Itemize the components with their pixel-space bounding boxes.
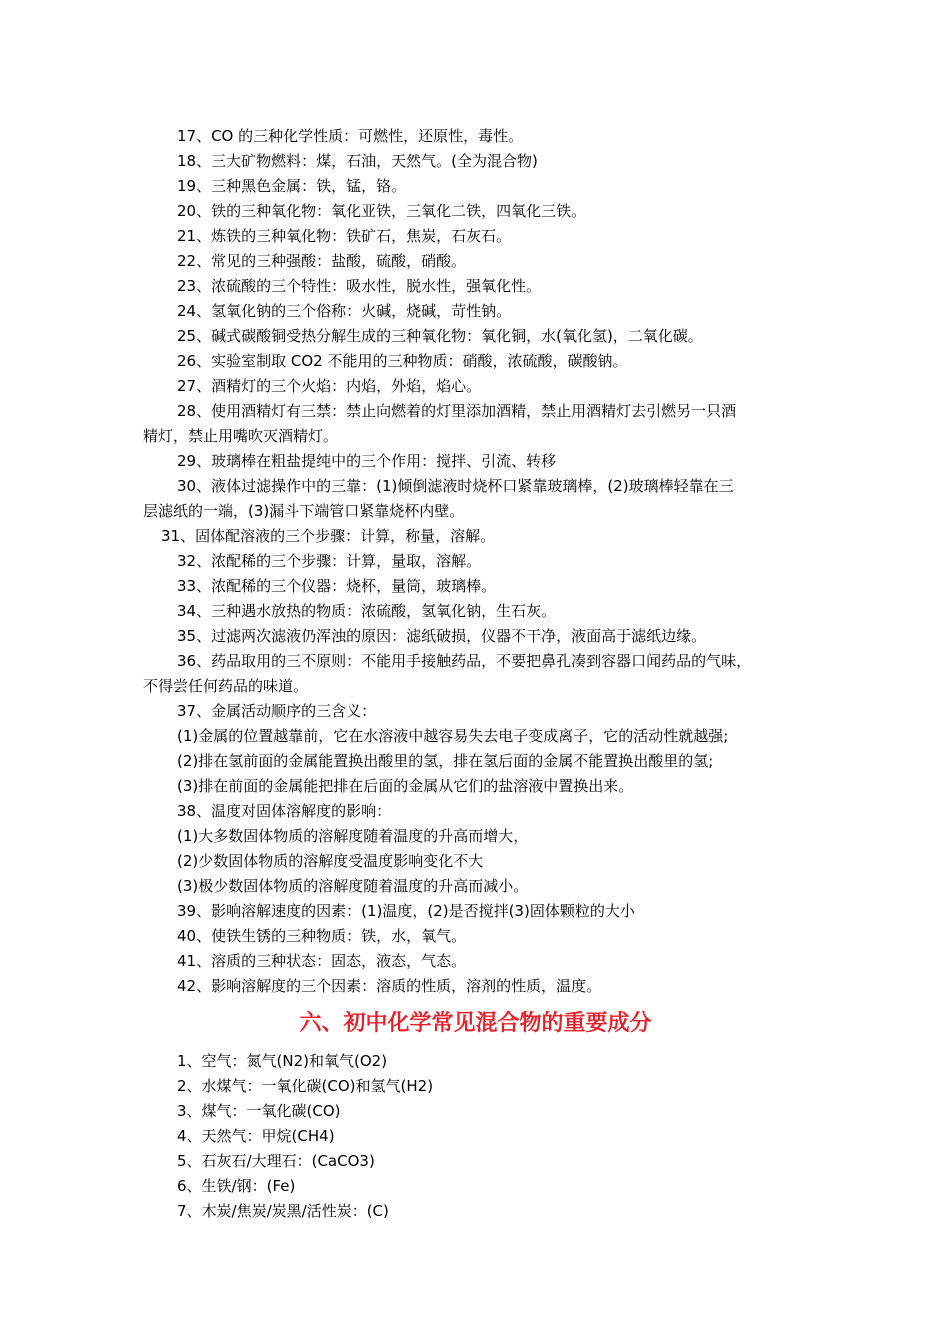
- list-item: 22、常见的三种强酸：盐酸，硫酸，硝酸。: [177, 252, 467, 270]
- list-item: 17、CO 的三种化学性质：可燃性，还原性，毒性。: [177, 127, 524, 145]
- mixture-item: 4、天然气：甲烷(CH4): [177, 1127, 335, 1145]
- list-item: (2)排在氢前面的金属能置换出酸里的氢，排在氢后面的金属不能置换出酸里的氢;: [177, 752, 714, 770]
- mixture-item: 2、水煤气：一氧化碳(CO)和氢气(H2): [177, 1077, 434, 1095]
- list-item: 38、温度对固体溶解度的影响：: [177, 802, 392, 820]
- list-item: 39、影响溶解速度的因素：(1)温度，(2)是否搅拌(3)固体颗粒的大小: [177, 902, 635, 920]
- list-item: 23、浓硫酸的三个特性：吸水性，脱水性，强氧化性。: [177, 277, 542, 295]
- list-item: 18、三大矿物燃料：煤，石油，天然气。(全为混合物): [177, 152, 538, 170]
- list-item: (1)金属的位置越靠前，它在水溶液中越容易失去电子变成离子，它的活动性就越强;: [177, 727, 729, 745]
- list-item: 42、影响溶解度的三个因素：溶质的性质，溶剂的性质，温度。: [177, 977, 602, 995]
- list-item: 33、浓配稀的三个仪器：烧杯，量筒，玻璃棒。: [177, 577, 497, 595]
- list-item: 35、过滤两次滤液仍浑浊的原因：滤纸破损，仪器不干净，液面高于滤纸边缘。: [177, 627, 707, 645]
- list-item: 40、使铁生锈的三种物质：铁，水，氧气。: [177, 927, 467, 945]
- mixture-item: 5、石灰石/大理石：(CaCO3): [177, 1152, 375, 1170]
- list-item: 26、实验室制取 CO2 不能用的三种物质：硝酸，浓硫酸，碳酸钠。: [177, 352, 628, 370]
- list-item: 36、药品取用的三不原则：不能用手接触药品，不要把鼻孔凑到容器口闻药品的气味，: [177, 652, 752, 670]
- list-item: 32、浓配稀的三个步骤：计算，量取，溶解。: [177, 552, 482, 570]
- list-item: 24、氢氧化钠的三个俗称：火碱，烧碱，苛性钠。: [177, 302, 512, 320]
- list-item: (3)极少数固体物质的溶解度随着温度的升高而减小。: [177, 877, 529, 895]
- mixture-item: 3、煤气：一氧化碳(CO): [177, 1102, 341, 1120]
- list-item: (2)少数固体物质的溶解度受温度影响变化不大: [177, 852, 484, 870]
- list-item-continuation: 不得尝任何药品的味道。: [143, 677, 309, 695]
- list-item-continuation: 层滤纸的一端，(3)漏斗下端管口紧靠烧杯内壁。: [143, 502, 465, 520]
- mixture-item: 7、木炭/焦炭/炭黑/活性炭：(C): [177, 1202, 389, 1220]
- list-item: 29、玻璃棒在粗盐提纯中的三个作用：搅拌、引流、转移: [177, 452, 557, 470]
- list-item: 41、溶质的三种状态：固态，液态，气态。: [177, 952, 467, 970]
- list-item-continuation: 精灯，禁止用嘴吹灭酒精灯。: [143, 427, 339, 445]
- mixture-item: 1、空气：氮气(N2)和氧气(O2): [177, 1052, 388, 1070]
- mixture-item: 6、生铁/钢：(Fe): [177, 1177, 296, 1195]
- document-body: [143, 124, 808, 1224]
- list-item: 28、使用酒精灯有三禁：禁止向燃着的灯里添加酒精，禁止用酒精灯去引燃另一只酒: [177, 402, 737, 420]
- list-item: 37、金属活动顺序的三含义：: [177, 702, 377, 720]
- list-item: (1)大多数固体物质的溶解度随着温度的升高而增大，: [177, 827, 529, 845]
- list-item: 20、铁的三种氧化物：氧化亚铁，三氧化二铁，四氧化三铁。: [177, 202, 587, 220]
- list-item: 25、碱式碳酸铜受热分解生成的三种氧化物：氧化铜，水(氧化氢)，二氧化碳。: [177, 327, 703, 345]
- list-item: 31、固体配溶液的三个步骤：计算，称量，溶解。: [161, 527, 496, 545]
- list-item: 27、酒精灯的三个火焰：内焰，外焰，焰心。: [177, 377, 482, 395]
- section-heading: 六、初中化学常见混合物的重要成分: [299, 1011, 652, 1036]
- list-item: 19、三种黑色金属：铁，锰，铬。: [177, 177, 407, 195]
- list-item: 30、液体过滤操作中的三靠：(1)倾倒滤液时烧杯口紧靠玻璃棒，(2)玻璃棒轻靠在三: [177, 477, 734, 495]
- list-item: 21、炼铁的三种氧化物：铁矿石，焦炭，石灰石。: [177, 227, 512, 245]
- list-item: 34、三种遇水放热的物质：浓硫酸，氢氧化钠，生石灰。: [177, 602, 557, 620]
- list-item: (3)排在前面的金属能把排在后面的金属从它们的盐溶液中置换出来。: [177, 777, 634, 795]
